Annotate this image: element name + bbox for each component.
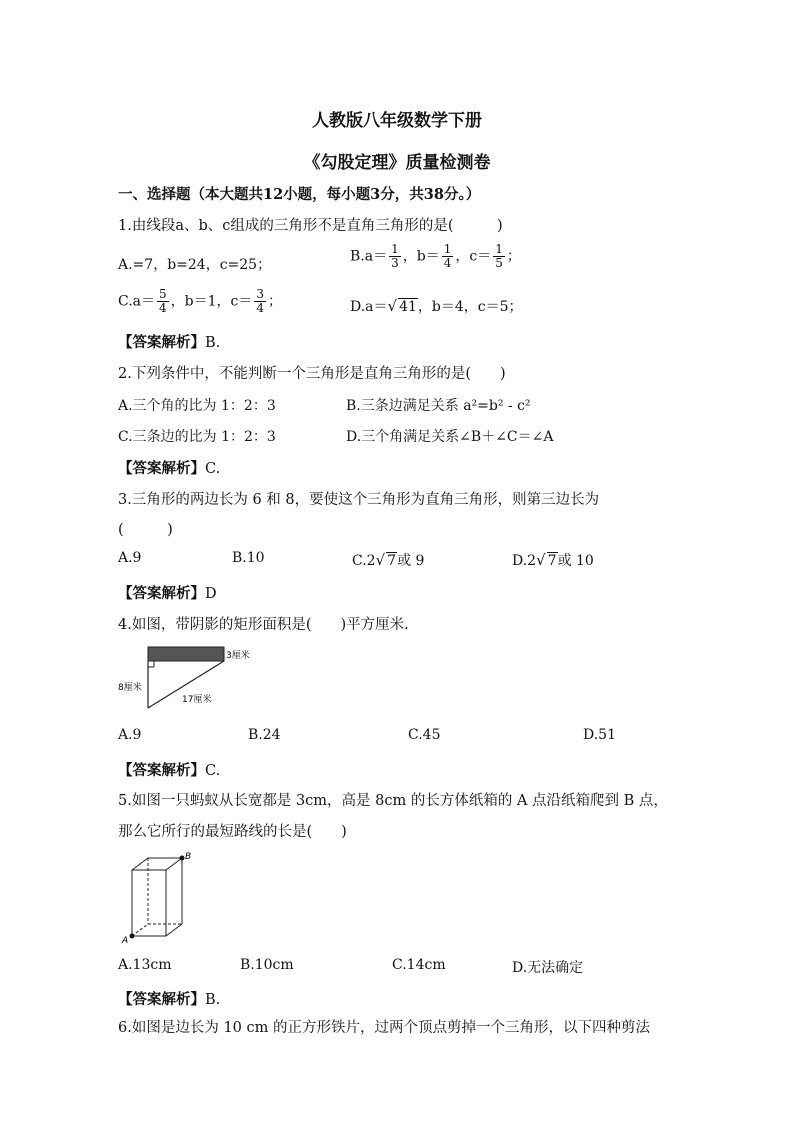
q3-option-d: D.2√ 7或 10	[512, 551, 594, 569]
q5-stem-line1: 5.如图一只蚂蚁从长宽都是 3cm，高是 8cm 的长方体纸箱的 A 点沿纸箱爬到 B 点，	[118, 793, 668, 809]
fraction: $\frac{1}{3}$	[391, 242, 399, 270]
q5-option-c: C.14cm	[392, 957, 446, 973]
q1-stem: 1.由线段a、b、c组成的三角形不是直角三角形的是( )	[118, 218, 503, 234]
q5-box-figure	[118, 850, 198, 946]
label-8cm: 8厘米	[118, 683, 142, 693]
fraction: $\frac{3}{4}$	[256, 287, 265, 315]
label-17cm: 17厘米	[182, 695, 212, 705]
label-a: A	[122, 936, 129, 946]
q1-option-d: D.a＝√ 41，b＝4，c＝5；	[350, 297, 523, 315]
fraction: $\frac{1}{5}$	[495, 242, 503, 270]
q2-answer: 【答案解析】C.	[118, 460, 221, 477]
q3-paren: ( )	[118, 522, 173, 538]
q2-option-a: A.三个角的比为 1：2：3	[118, 398, 276, 414]
label-b: B	[185, 852, 192, 862]
point-b	[180, 856, 185, 861]
q5-option-a: A.13cm	[118, 957, 172, 973]
q5-stem-line2: 那么它所行的最短路线的长是( )	[118, 824, 347, 840]
q3-option-c: C.2√ 7或 9	[352, 551, 425, 569]
q2-option-c: C.三条边的比为 1：2：3	[118, 429, 276, 445]
q2-stem: 2.下列条件中，不能判断一个三角形是直角三角形的是( )	[118, 366, 506, 382]
doc-title: 人教版八年级数学下册	[312, 111, 482, 131]
q3-option-b: B.10	[232, 550, 265, 566]
q4-option-d: D.51	[583, 727, 616, 743]
q3-stem: 3.三角形的两边长为 6 和 8，要使这个三角形为直角三角形，则第三边长为	[118, 492, 600, 508]
sqrt-sign: √	[536, 551, 546, 569]
q3-option-a: A.9	[118, 550, 142, 566]
q4-answer: 【答案解析】C.	[118, 762, 221, 779]
shaded-rectangle	[148, 647, 224, 661]
q1-option-c: C.a＝ $\frac{5}{4}$ ，b＝1，c＝ $\frac{3}{4}$ ；	[118, 287, 283, 315]
q1-answer: 【答案解析】B.	[118, 334, 221, 351]
sqrt-sign: √	[375, 551, 386, 569]
point-a	[130, 934, 135, 939]
q4-figure	[118, 644, 258, 716]
q2-option-d: D.三个角满足关系∠B＋∠C＝∠A	[346, 429, 554, 445]
q6-stem: 6.如图是边长为 10 cm 的正方形铁片，过两个顶点剪掉一个三角形，以下四种剪法	[118, 1020, 650, 1036]
fraction: $\frac{1}{4}$	[443, 242, 452, 270]
q5-option-d: D.无法确定	[512, 960, 584, 976]
q1-option-a: A.=7，b=24，c=25；	[118, 257, 272, 273]
label-3cm: 3厘米	[226, 651, 250, 661]
q3-answer: 【答案解析】D	[118, 585, 217, 602]
q2-option-b: B.三条边满足关系 a²=b² - c²	[346, 398, 531, 414]
q5-option-b: B.10cm	[240, 957, 294, 973]
section-heading: 一、选择题（本大题共12小题，每小题3分，共38分。）	[118, 186, 481, 203]
q4-option-b: B.24	[248, 727, 281, 743]
doc-subtitle: 《勾股定理》质量检测卷	[303, 153, 491, 173]
q5-answer: 【答案解析】B.	[118, 991, 221, 1008]
box-front	[132, 870, 166, 936]
q4-stem: 4.如图，带阴影的矩形面积是( )平方厘米.	[118, 617, 409, 633]
q4-option-c: C.45	[408, 727, 441, 743]
sqrt-sign: √	[387, 297, 398, 315]
q4-option-a: A.9	[118, 727, 142, 743]
q1-option-b: B.a＝ $\frac{1}{3}$ ，b＝ $\frac{1}{4}$ ，c＝ $\frac{1}{5}$ ；	[350, 242, 521, 270]
fraction: $\frac{5}{4}$	[159, 287, 167, 315]
